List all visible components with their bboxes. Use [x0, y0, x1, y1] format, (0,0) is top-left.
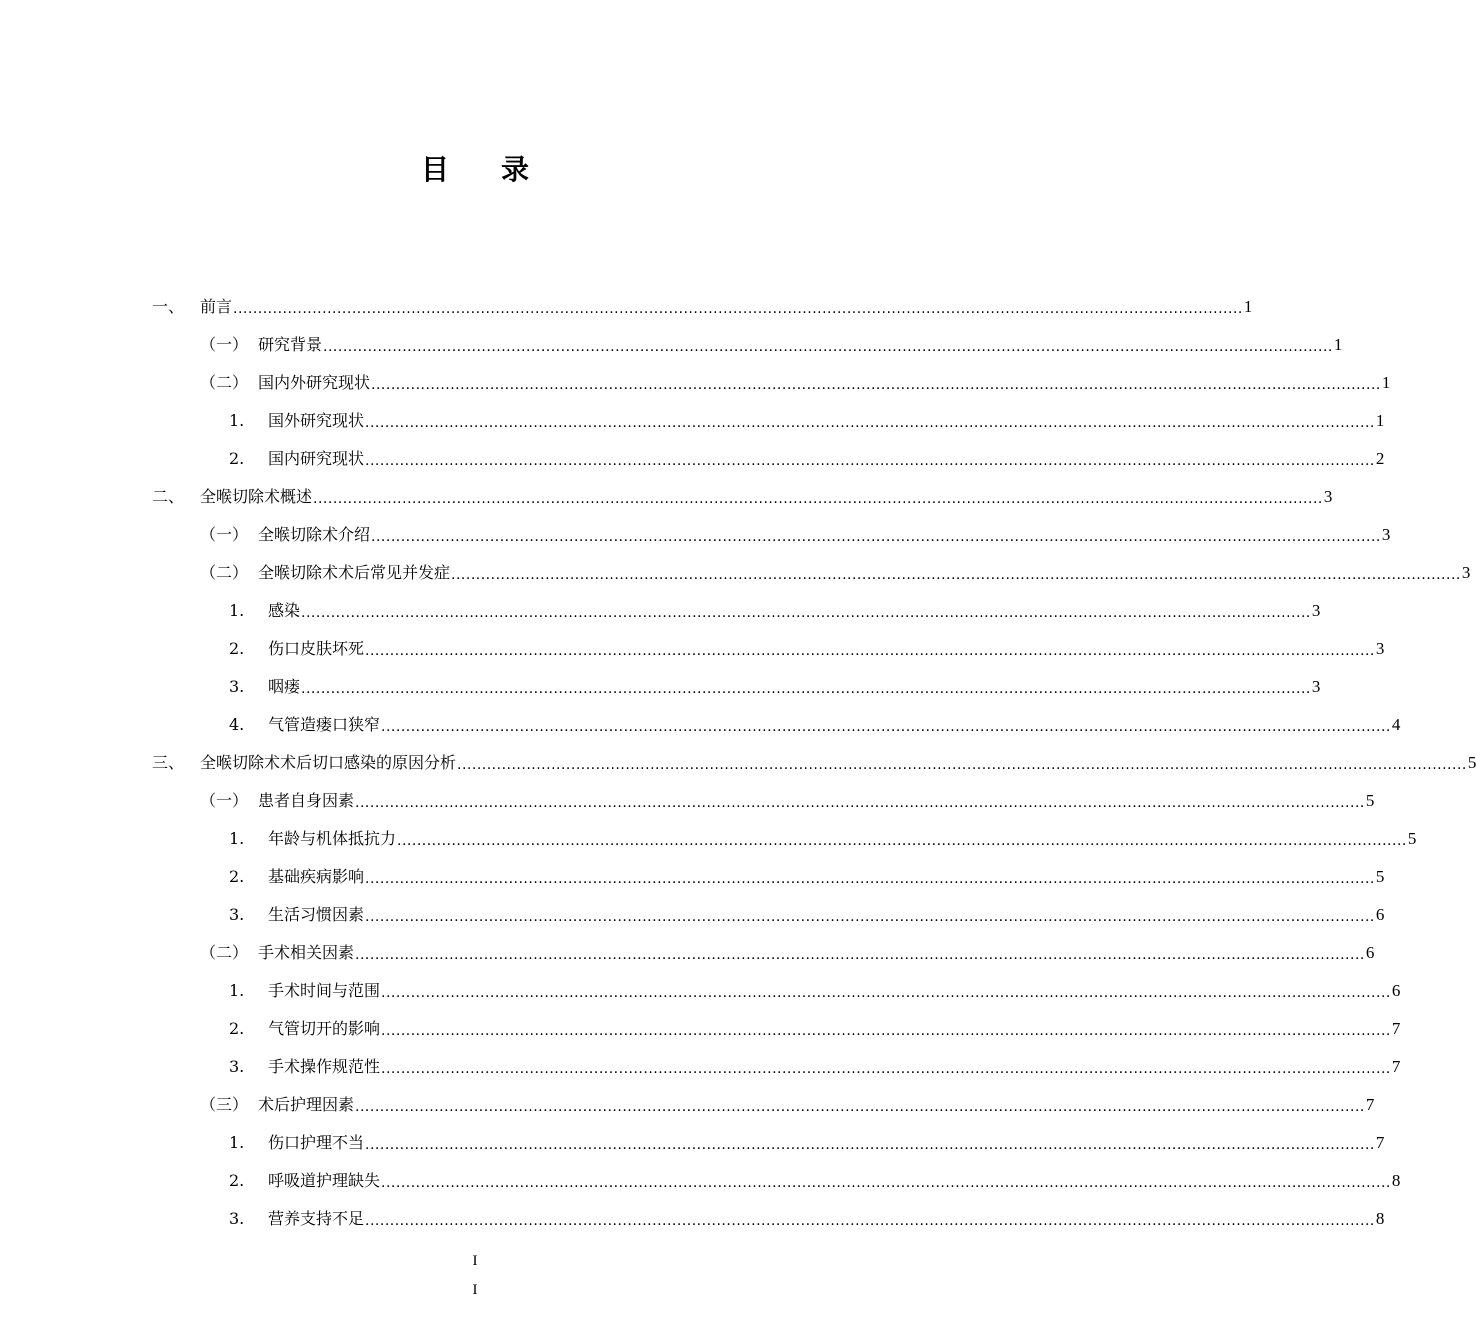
toc-entry-number: 3.	[229, 677, 245, 696]
toc-entry-number: 1.	[229, 601, 245, 620]
toc-entry-number: （一）	[200, 791, 249, 810]
dot-leader: ............................................................................................................................................................................................................	[365, 909, 1375, 925]
dot-leader: ............................................................................................................................................................................................................	[323, 339, 1333, 355]
toc-entry-number: 二、	[152, 487, 185, 506]
toc-entry-text: 国外研究现状	[268, 411, 365, 430]
toc-entry[interactable]	[229, 402, 1385, 440]
toc-entry-page: 7	[1391, 1057, 1401, 1076]
toc-entry[interactable]	[200, 934, 1375, 972]
toc-entry-page: 3	[1461, 563, 1471, 582]
toc-entry[interactable]	[229, 820, 1417, 858]
toc-entry-page: 3	[1323, 487, 1333, 506]
toc-entry-number: 1.	[229, 1133, 245, 1152]
toc-entry-number: 2.	[229, 867, 245, 886]
toc-entry-page: 5	[1365, 791, 1375, 810]
toc-entry-number: 3.	[229, 905, 245, 924]
toc-entry-text: 年龄与机体抵抗力	[268, 829, 397, 848]
toc-entry-number: （二）	[200, 943, 249, 962]
toc-entry[interactable]	[200, 554, 1471, 592]
dot-leader: ............................................................................................................................................................................................................	[233, 301, 1243, 317]
toc-title: 目录	[420, 153, 581, 186]
dot-leader: ............................................................................................................................................................................................................	[365, 871, 1375, 887]
toc-entry-text: 伤口皮肤坏死	[268, 639, 365, 658]
toc-entry-text: 气管造瘘口狭窄	[268, 715, 381, 734]
toc-entry-text: 术后护理因素	[258, 1095, 355, 1114]
toc-entry[interactable]	[200, 516, 1391, 554]
toc-entry-number: （二）	[200, 373, 249, 392]
dot-leader: ............................................................................................................................................................................................................	[371, 377, 1381, 393]
toc-entry[interactable]	[229, 1124, 1385, 1162]
toc-entry-number: 一、	[152, 297, 185, 316]
dot-leader: ............................................................................................................................................................................................................	[365, 453, 1375, 469]
toc-entry-number: 2.	[229, 1019, 245, 1038]
toc-entry-page: 5	[1467, 753, 1476, 772]
toc-entry-text: 前言	[200, 297, 233, 316]
dot-leader: ............................................................................................................................................................................................................	[301, 681, 1311, 697]
toc-entry-number: 1.	[229, 829, 245, 848]
toc-entry[interactable]	[229, 896, 1385, 934]
dot-leader: ............................................................................................................................................................................................................	[397, 833, 1407, 849]
toc-entry[interactable]	[229, 630, 1385, 668]
dot-leader: ............................................................................................................................................................................................................	[381, 719, 1391, 735]
toc-entry-number: 2.	[229, 639, 245, 658]
toc-entry-page: 7	[1375, 1133, 1385, 1152]
toc-entry[interactable]	[229, 972, 1401, 1010]
toc-entry-text: 手术时间与范围	[268, 981, 381, 1000]
dot-leader: ............................................................................................................................................................................................................	[365, 643, 1375, 659]
toc-entry-text: 感染	[268, 601, 301, 620]
toc-entry-number: 2.	[229, 449, 245, 468]
toc-entry-text: 手术相关因素	[258, 943, 355, 962]
toc-entry-text: 基础疾病影响	[268, 867, 365, 886]
toc-entry-text: 研究背景	[258, 335, 323, 354]
toc-entry[interactable]	[152, 744, 1476, 782]
toc-entry-text: 全喉切除术术后切口感染的原因分析	[200, 753, 457, 772]
dot-leader: ............................................................................................................................................................................................................	[301, 605, 1311, 621]
toc-entry-text: 生活习惯因素	[268, 905, 365, 924]
toc-entry[interactable]	[229, 706, 1401, 744]
dot-leader: ............................................................................................................................................................................................................	[371, 529, 1381, 545]
toc-entry-text: 全喉切除术概述	[200, 487, 313, 506]
toc-entry-page: 1	[1375, 411, 1385, 430]
toc-entry-page: 3	[1381, 525, 1391, 544]
toc-entry[interactable]	[229, 1162, 1401, 1200]
dot-leader: ............................................................................................................................................................................................................	[355, 1099, 1365, 1115]
toc-entry-text: 营养支持不足	[268, 1209, 365, 1228]
toc-entry-number: 2.	[229, 1171, 245, 1190]
toc-entry-page: 7	[1391, 1019, 1401, 1038]
toc-entry-number: 3.	[229, 1209, 245, 1228]
page-footer-number-repeat: I	[472, 1282, 478, 1298]
toc-entry[interactable]	[229, 1010, 1401, 1048]
toc-entry[interactable]	[229, 592, 1321, 630]
toc-entry-text: 咽瘘	[268, 677, 301, 696]
toc-entry-page: 1	[1381, 373, 1391, 392]
dot-leader: ............................................................................................................................................................................................................	[381, 1023, 1391, 1039]
toc-entry-page: 4	[1391, 715, 1401, 734]
toc-entry-text: 气管切开的影响	[268, 1019, 381, 1038]
toc-entry-page: 6	[1365, 943, 1375, 962]
toc-entry[interactable]	[229, 440, 1385, 478]
toc-entry[interactable]	[229, 668, 1321, 706]
page-footer-number: I	[472, 1253, 478, 1269]
toc-entry-number: （三）	[200, 1095, 249, 1114]
toc-entry-number: 1.	[229, 981, 245, 1000]
toc-entry-text: 患者自身因素	[258, 791, 355, 810]
toc-entry-text: 呼吸道护理缺失	[268, 1171, 381, 1190]
toc-entry-page: 5	[1407, 829, 1417, 848]
dot-leader: ............................................................................................................................................................................................................	[451, 567, 1461, 583]
toc-entry-page: 5	[1375, 867, 1385, 886]
toc-entry-page: 1	[1333, 335, 1343, 354]
toc-entry[interactable]	[229, 1200, 1385, 1238]
toc-entry-page: 3	[1311, 677, 1321, 696]
dot-leader: ............................................................................................................................................................................................................	[365, 1213, 1375, 1229]
toc-entry-page: 6	[1375, 905, 1385, 924]
toc-entry-page: 8	[1375, 1209, 1385, 1228]
toc-entry-text: 全喉切除术术后常见并发症	[258, 563, 451, 582]
toc-entry-text: 全喉切除术介绍	[258, 525, 371, 544]
toc-entry-number: 3.	[229, 1057, 245, 1076]
toc-entry[interactable]	[152, 288, 1253, 326]
dot-leader: ............................................................................................................................................................................................................	[457, 757, 1467, 773]
toc-entry-page: 7	[1365, 1095, 1375, 1114]
toc-entry[interactable]	[200, 1086, 1375, 1124]
toc-entry-page: 8	[1391, 1171, 1401, 1190]
dot-leader: ............................................................................................................................................................................................................	[355, 947, 1365, 963]
toc-entry-page: 1	[1243, 297, 1253, 316]
toc-entry-page: 3	[1375, 639, 1385, 658]
toc-entry-text: 手术操作规范性	[268, 1057, 381, 1076]
toc-entry-number: （二）	[200, 563, 249, 582]
dot-leader: ............................................................................................................................................................................................................	[365, 415, 1375, 431]
dot-leader: ............................................................................................................................................................................................................	[355, 795, 1365, 811]
toc-entry-page: 3	[1311, 601, 1321, 620]
toc-entry-text: 伤口护理不当	[268, 1133, 365, 1152]
toc-entry-text: 国内外研究现状	[258, 373, 371, 392]
toc-entry[interactable]	[200, 782, 1375, 820]
toc-entry-number: 4.	[229, 715, 245, 734]
toc-entry-number: 三、	[152, 753, 185, 772]
dot-leader: ............................................................................................................................................................................................................	[313, 491, 1323, 507]
toc-entry[interactable]	[200, 364, 1391, 402]
dot-leader: ............................................................................................................................................................................................................	[365, 1137, 1375, 1153]
toc-entry[interactable]	[229, 858, 1385, 896]
toc-entry-number: （一）	[200, 525, 249, 544]
dot-leader: ............................................................................................................................................................................................................	[381, 985, 1391, 1001]
toc-entry-page: 6	[1391, 981, 1401, 1000]
toc-entry[interactable]	[229, 1048, 1401, 1086]
toc-entry-text: 国内研究现状	[268, 449, 365, 468]
toc-entry-number: （一）	[200, 335, 249, 354]
toc-entry-number: 1.	[229, 411, 245, 430]
dot-leader: ............................................................................................................................................................................................................	[381, 1061, 1391, 1077]
toc-entry[interactable]	[152, 478, 1333, 516]
toc-entry-page: 2	[1375, 449, 1385, 468]
dot-leader: ............................................................................................................................................................................................................	[381, 1175, 1391, 1191]
toc-entry[interactable]	[200, 326, 1343, 364]
